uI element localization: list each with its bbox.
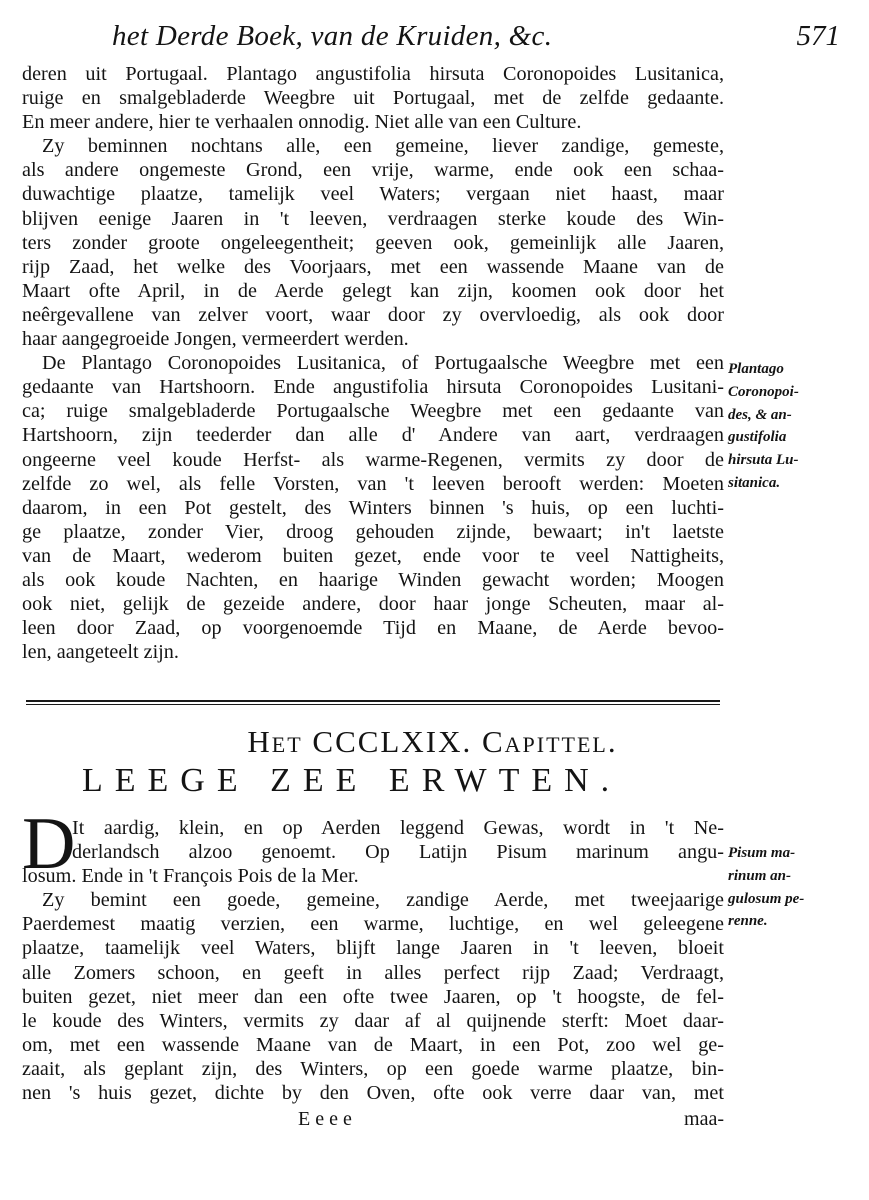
divider-thick: [26, 700, 720, 702]
text-line: leen door Zaad, op voorgenoemde Tijd en Maane, de Aerde bevoo-: [22, 617, 724, 640]
margin-note-line: Pisum ma-: [728, 845, 796, 861]
text-line: le koude des Winters, vermits zy daar af al quijnende sterft: Moet daar-: [22, 1009, 724, 1032]
text-line: ook niet, gelijk de gezeide andere, door haar jonge Scheuten, maar al-: [22, 593, 724, 616]
chapter-heading-text: Het CCCLXIX. Capittel.: [247, 724, 618, 759]
text-line: plaatze, taamelijk veel Waters, blijft lange Jaaren in 't leeven, bloeit: [22, 937, 724, 960]
text-line: Maart ofte April, in de Aerde gelegt kan zijn, koomen ook door het: [22, 279, 724, 302]
text-line: It aardig, klein, en op Aerden leggend Gewas, wordt in 't Ne-: [72, 817, 724, 839]
margin-note-line: renne.: [728, 913, 768, 930]
text-line: buiten gezet, niet meer dan een ofte twee Jaaren, op 't hoogste, de fel-: [22, 985, 724, 1008]
text-line: haar aangegroeide Jongen, vermeerdert werden.: [22, 328, 409, 351]
text-line: als andere ongemeste Grond, een vrije, warme, ende ook een schaa-: [22, 159, 724, 182]
margin-note-line: Coronopoi-: [728, 383, 799, 400]
text-line: len, aangeteelt zijn.: [22, 641, 179, 664]
chapter-heading: [0, 724, 869, 760]
text-line: En meer andere, hier te verhaalen onnodig. Niet alle van een Culture.: [22, 111, 582, 134]
text-line: Zy bemint een goede, gemeine, zandige Aerde, met tweejaarige: [42, 889, 724, 912]
page-footer: [22, 1108, 724, 1132]
text-line: Hartshoorn, zijn teederder dan alle d' Andere van aart, verdraagen: [22, 424, 724, 447]
drop-cap: D: [22, 803, 76, 885]
text-line: derlandsch alzoo genoemt. Op Latijn Pisum marinum angu-: [72, 841, 724, 864]
text-line: blijven eenige Jaaren in 't leeven, verdraagen sterke koude des Win-: [22, 207, 724, 230]
text-line: ruige en smalgebladerde Weegbre uit Portugaal, met de zelfde gedaante.: [22, 87, 724, 110]
top-paragraphs: [22, 62, 724, 664]
margin-note-line: des, & an-: [728, 406, 792, 423]
chapter-title: LEEGE ZEE ERWTEN.: [82, 762, 622, 799]
text-line: rijp Zaad, het welke des Voorjaars, met een wassende Maane van de: [22, 255, 724, 278]
margin-note-plantago: [728, 358, 858, 495]
text-line: ge plaatze, zonder Vier, droog gehouden zijnde, bewaart; in't laetste: [22, 520, 724, 543]
bottom-paragraphs: [22, 803, 724, 1105]
margin-note-line: rinum an-: [728, 867, 791, 884]
text-line: neêrgevallene van zelver voort, waar door zy overvloedig, als ook door: [22, 303, 724, 326]
text-line: zaait, als geplant zijn, des Winters, op een goede warme plaatze, bin-: [22, 1057, 724, 1080]
text-line: duwachtige plaatze, tamelijk veel Waters; vergaan niet haast, maar: [22, 183, 724, 206]
margin-note-line: Plantago: [728, 361, 784, 377]
text-line: ters zonder groote ongeleegentheit; geeven ook, gemeinlijk alle Jaaren,: [22, 231, 724, 254]
text-line: ca; ruige smalgebladerde Portugaalsche Weegbre met een gedaante van: [22, 400, 724, 423]
margin-note-line: gustifolia: [728, 429, 787, 446]
page-number: 571: [796, 20, 840, 52]
text-line: deren uit Portugaal. Plantago angustifolia hirsuta Coronopoides Lusitanica,: [22, 63, 724, 85]
text-line: losum. Ende in 't François Pois de la Mer.: [22, 865, 359, 888]
page-header: [20, 14, 840, 54]
text-line: daarom, in een Pot gestelt, des Winters binnen 's huis, op een luchti-: [22, 496, 724, 519]
text-line: om, met een wassende Maane van de Maart, in een Pot, zoo wel ge-: [22, 1033, 724, 1056]
margin-note-line: hirsuta Lu-: [728, 452, 799, 469]
margin-note-pisum: [728, 842, 858, 933]
margin-note-line: gulosum pe-: [728, 890, 805, 907]
text-line: Zy beminnen nochtans alle, een gemeine, liever zandige, gemeste,: [42, 135, 724, 158]
text-line: zelfde zo wel, als felle Vorsten, van 't leeven berooft werden: Moeten: [22, 472, 724, 495]
catchword: maa-: [684, 1108, 724, 1130]
text-line: De Plantago Coronopoides Lusitanica, of Portugaalsche Weegbre met een: [42, 352, 724, 375]
text-line: gedaante van Hartshoorn. Ende angustifolia hirsuta Coronopoides Lusitani-: [22, 376, 724, 399]
divider-thin: [26, 704, 720, 705]
text-line: nen 's huis gezet, dichte by den Oven, ofte ook verre daar van, met: [22, 1082, 724, 1105]
text-line: Paerdemest maatig verzien, een warme, luchtige, en wel geleegene: [22, 913, 724, 936]
text-line: als ook koude Nachten, en haarige Winden gewacht worden; Moogen: [22, 568, 724, 591]
text-line: alle Zomers schoon, en geeft in alles perfect rijp Zaad; Verdraagt,: [22, 961, 724, 984]
text-line: van de Maart, wederom buiten gezet, ende voor te veel Nattigheits,: [22, 544, 724, 567]
margin-note-line: sitanica.: [728, 474, 781, 491]
text-line: ongeerne veel koude Herfst- als warme-Regenen, vermits zy door de: [22, 448, 724, 471]
running-title: het Derde Boek, van de Kruiden, &c.: [112, 20, 553, 52]
signature-mark: Eeee: [298, 1108, 357, 1130]
